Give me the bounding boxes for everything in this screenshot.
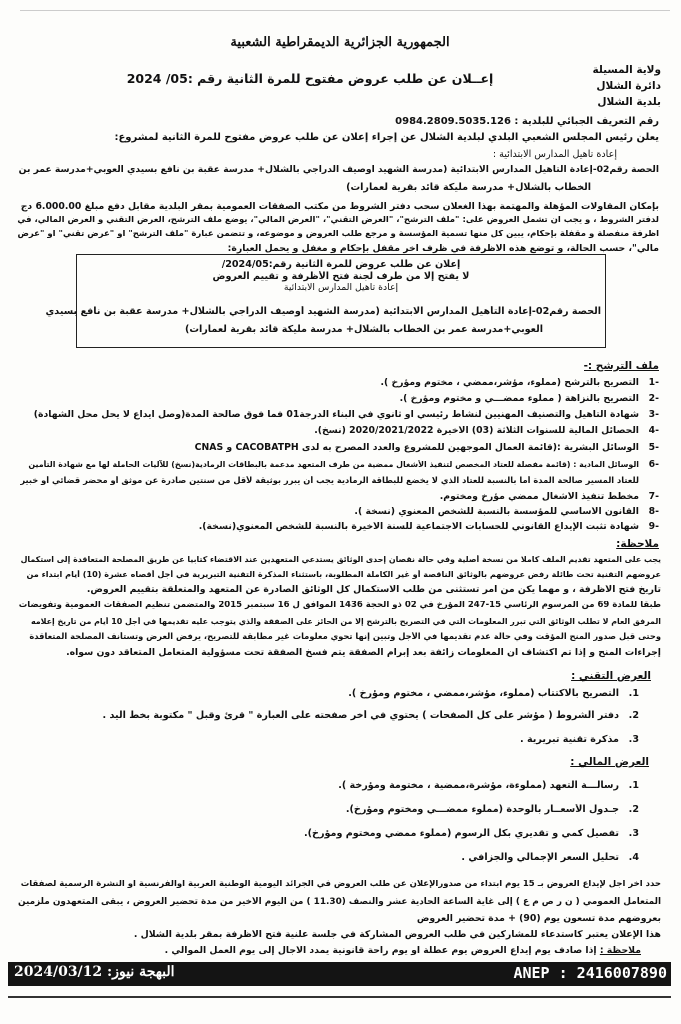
candidacy-item-number: -3 [648,410,659,420]
financial-item: جـدول الأسعــار بالوحدة (مملوء ممضـــي ومختوم ومؤرخ). [345,804,619,815]
candidacy-item: الوسائل البشرية :(قائمة العمال الموجهين للمشروع والعدد المصرح به لدى CACOBATPH و CNAS [194,443,639,453]
closing-line: المتعامل العمومي ( ن ر ص م ع ) إلى غاية الساعة الحادية عشر والنصف (11.30 ) من اليوم الأخير من مدة تحضير العروض ، يبقى المتعهدون ملزمين [18,897,661,907]
note-line: إجراءات المنح و إذا تم اكتشاف أن المعلومات زائفة بعد إبرام الصفقة يتم فسخ الصفقة تحت مسؤولية المتعامل المتعاقد دون سواه. [66,648,661,658]
closing-line: حدد آخر أجل لإيداع العروض بـ 15 يوم ابتداء من صدورالإعلان عن طلب العروض في الجرائد اليومية الوطنية العربية أوالفرنسية أو النشرة الرسمية لصفقات [20,880,661,889]
box-line-2: لا يفتح إلا من طرف لجنة فتح الأظرفة و تقييم العروض [212,271,470,282]
technical-item-number: 1. [628,688,639,699]
note-line: يجب على المتعهد تقديم الملف كاملا من نسخة أصلية وفي حالة نقصان إحدى الوثائق يستدعي المتعهدين عند الاقتضاء كتابيا عن طريق المصلحة المتعاقدة إلى استكمال [20,555,661,564]
candidacy-item: مخطط تنفيذ الأشغال ممضي مؤرخ ومختوم. [439,492,639,502]
candidacy-item: الوسائل المادية : (قائمة مفصلة للعتاد المخصص لتنفيذ الأشغال ممضية من طرف المتعهد مدعمة بالبطاقات الرمادية(نسخ) للآليات الحاملة لها مع شهادة التأمين [28,460,639,469]
technical-item-number: 2. [628,710,639,721]
closing-note-label: ملاحظة : [599,946,641,956]
candidacy-item: الحصائل المالية للسنوات الثلاثة (03) الأخيرة 2020/2021/2022 (نسخ). [314,426,639,436]
candidacy-item-number: -1 [648,378,659,388]
candidacy-item-number: -8 [648,507,659,517]
lot-line-1: الحصة رقم02-إعادة التأهيل المدارس الابتدائية (مدرسة الشهيد أوصيف الدراجي بالشلال+ مدرسة عقبة بن نافع بسيدي العوبي+مدرسة عمر بن [18,165,659,175]
candidacy-heading: ملف الترشح :- [583,360,659,372]
conditions-line: مالي"، حسب الحالة، و توضع هذه الأظرفة في ظرف أخر مقفل بإحكام و مغفل و يحمل العبارة: [227,244,659,254]
box-line-1: إعلان عن طلب عروض للمرة الثانية رقم:2024/05/ [221,259,461,270]
conditions-line: لدفتر الشروط ، و يجب أن تشمل العروض على: "ملف الترشح"، "العرض التقني"، "العرض المالي"، يوضع ملف الترشح، العرض التقني و العرض المالي، في [17,216,659,225]
wilaya-label: ولاية المسيلة [592,64,661,76]
candidacy-item: التصريح بالترشح (مملوء، مؤشر،ممضي ، مختوم ومؤرخ ). [380,378,639,388]
closing-note-text: إذا صادف يوم إيداع العروض يوم عطلة أو يوم راحة قانونية يمدد الأجال إلى يوم العمل الموالي . [164,946,597,956]
scan-edge-line [20,10,670,11]
box-line-5: العوبي+مدرسة عمر بن الخطاب بالشلال+ مدرسة مليكة قائد بقرية لعمارات) [184,324,543,335]
technical-item: مذكرة تقنية تبريرية . [520,734,619,745]
closing-line: بعروضهم مدة تسعون يوم (90) + مدة تحضير العروض [416,914,661,924]
republic-title: الجمهورية الجزائرية الديمقراطية الشعبية [230,36,450,50]
financial-offer-heading: العرض المالي : [570,756,649,768]
financial-item-number: 2. [628,804,639,815]
box-line-4: الحصة رقم02-إعادة التأهيل المدارس الابتدائية (مدرسة الشهيد أوصيف الدراجي بالشلال+ مدرسة عقبة بن نافع بسيدي [45,306,601,317]
daira-label: دائرة الشلال [596,80,661,92]
note-line: وحتى قبل صدور المنح المؤقت وفي حالة عدم تقديمها في الأجل وتبين إنها تحوي معلومات غير مطابقة للتصريح، يرفض العرض وتستأنف المصلحة المتعاقدة [29,632,661,641]
candidacy-item: القانون الأساسي للمؤسسة بالنسبة للشخص المعنوي (نسخة ). [354,507,639,517]
financial-item: تحليل السعر الإجمالي والجزافي . [461,852,619,863]
candidacy-item-number: -5 [648,443,659,453]
baladia-label: بلدية الشلال [597,96,661,108]
candidacy-item-number: -2 [648,394,659,404]
note-line: المرفق العام لا تطلب الوثائق التي تبرر المعلومات التي في التصريح بالترشح إلا من الحائز على الصفقة والذي يتوجب عليه تقديمها في أجل 10 أيام من تاريخ إعلامه [30,617,661,626]
candidacy-item: التصريح بالنزاهة ( مملوء ممضـــي و مختوم ومؤرخ ). [399,394,639,404]
closing-line: هذا الإعلان يعتبر كاستدعاء للمشاركين في طلب العروض المشاركة في جلسة علنية فتح الأظرفة بمقر بلدية الشلال . [133,930,661,940]
anep-number: ANEP : 2416007890 [513,964,667,982]
technical-item: التصريح بالاكتتاب (مملوء، مؤشر،ممضي ، مختوم ومؤرخ ). [348,688,619,699]
candidacy-item: شهادة تثبت الإيداع القانوني للحسابات الاجتماعية للسنة الأخيرة بالنسبة للشخص المعنوي(نسخة). [198,522,639,532]
candidacy-item-number: -9 [648,522,659,532]
footer-rule [8,996,671,998]
candidacy-item-number: -4 [648,426,659,436]
financial-item-number: 4. [628,852,639,863]
candidacy-item-number: -7 [648,492,659,502]
note-line: طبقا للمادة 69 من المرسوم الرئاسي 15-247 المؤرخ في 02 ذو الحجة 1436 الموافق ل 16 سبتمبر 2015 والمتضمن تنظيم الصفقات العمومية وتفويضات [18,601,661,610]
tax-id-line: رقم التعريف الجبائي للبلدية : 0984.2809.5035.126 [395,116,659,127]
publisher-date: البهجة نيوز: 2024/03/12 [14,964,175,980]
candidacy-item: شهادة التأهيل والتصنيف المهنيين لنشاط رئيسي او ثانوي في البناء الدرجة01 فما فوق صالحة المدة(وصل ايداع لا يحل محل الشهادة) [33,410,639,420]
project-subject: إعادة تأهيل المدارس الابتدائية : [492,149,617,160]
candidacy-item: للعتاد المسير صالحة المدة أما بالنسبة للعتاد الذي لا يخضع للبطاقة الرمادية يجب أن يبرر بوثيقة لأقل من سنتين صادرة عن موثق أو محضر قضائي أو خبير [20,476,639,485]
technical-item-number: 3. [628,734,639,745]
note-heading: ملاحظة: [616,538,659,550]
candidacy-item-number: -6 [648,460,659,470]
technical-offer-heading: العرض التقني : [571,670,651,682]
closing-note [165,946,641,957]
note-line: عروضهم التقنية تحت طائلة رفض عروضهم بالوثائق الناقصة أو غير الكاملة المطلوبة، باستثناء المذكرة التقنية التبريرية في أجل أقصاه عشرة (10) أيام ابتداء من [26,570,661,579]
intro-line: يعلن رئيس المجلس الشعبي البلدي لبلدية الشلال عن إجراء إعلان عن طلب عروض مفتوح للمرة الثانية لمشروع: [114,132,659,143]
financial-item-number: 3. [628,828,639,839]
box-line-3: إعادة تأهيل المدارس الابتدائية [283,283,399,293]
conditions-line: أظرفة منفصلة و مقفلة بإحكام، يبين كل منها تسمية المؤسسة و مرجع طلب العروض و موضوعه، و تتضمن عبارة "ملف الترشح" أو "عرض تقني" أو "عرض [17,230,659,239]
announcement-title: إعــلان عن طلب عروض مفتوح للمرة الثانية رقم :05/ 2024 [126,72,494,86]
lot-line-2: الخطاب بالشلال+ مدرسة مليكة قائد بقرية لعمارات) [346,182,591,193]
financial-item: تفصيل كمي و تقديري بكل الرسوم (مملوء ممضي ومختوم ومؤرخ). [304,828,619,839]
financial-item-number: 1. [628,780,639,791]
financial-item: رسالـــة التعهد (مملوءة، مؤشرة،ممضية ، مختومة ومؤرخة ). [338,780,619,791]
note-line: تاريخ فتح الأظرفة ، و مهما يكن من أمر تستثنى من طلب الاستكمال كل الوثائق الصادرة عن المتعهد والمتعلقة بتقييم العروض. [86,585,661,595]
technical-item: دفتر الشروط ( مؤشر على كل الصفحات ) يحتوي في أخر صفحته على العبارة " قرئ وقبل " مكتوبة بخط اليد . [102,710,619,721]
conditions-line: بإمكان المقاولات المؤهلة والمهتمة بهذا الغعلان سحب دفتر الشروط من مكتب الصفقات العمومية بمقر البلدية مقابل دفع مبلغ 6.000.00 دج [20,202,659,212]
